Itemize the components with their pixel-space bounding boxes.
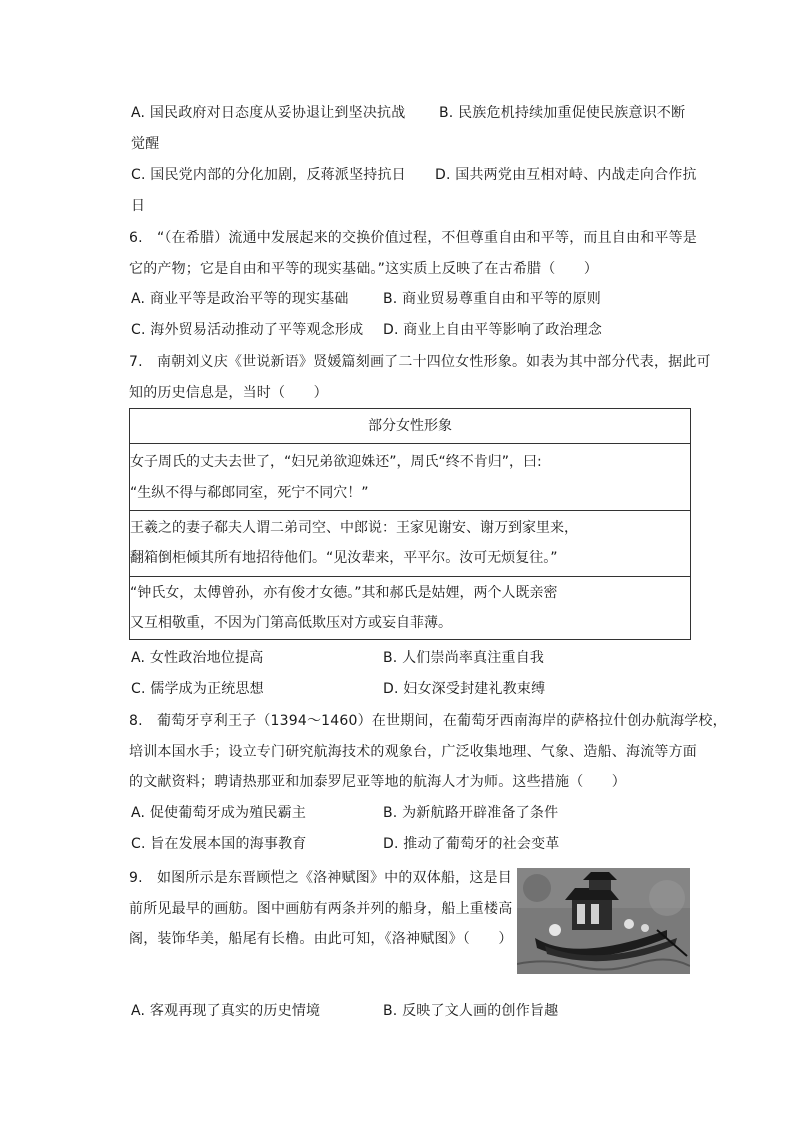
q7-row1-line1: 女子周氏的丈夫去世了，“妇兄弟欲迎姝还”，周氏“终不肯归”，曰: [130, 454, 542, 470]
q7-row1-line2: “生纵不得与郗郎同室，死宁不同穴！” [130, 485, 369, 501]
q5-option-b-cont: 觉醒 [131, 136, 160, 152]
q6-option-a: A. 商业平等是政治平等的现实基础 [131, 291, 349, 307]
q9-stem-line3: 阁，装饰华美，船尾有长橹。由此可知，《洛神赋图》（ ） [129, 931, 513, 947]
q5-option-d-cont: 日 [131, 198, 146, 214]
q6-stem-line2: 它的产物；它是自由和平等的现实基础。”这实质上反映了在古希腊（ ） [129, 261, 599, 277]
q8-option-d: D. 推动了葡萄牙的社会变革 [383, 836, 560, 852]
q7-table-header: 部分女性形象 [368, 418, 452, 434]
q5-option-c: C. 国民党内部的分化加剧，反蒋派坚持抗日 [131, 167, 406, 183]
q8-option-c: C. 旨在发展本国的海事教育 [131, 836, 307, 852]
q7-option-d: D. 妇女深受封建礼教束缚 [383, 681, 546, 697]
q7-table [129, 408, 691, 640]
q7-option-b: B. 人们崇尚率真注重自我 [383, 650, 545, 666]
q9-stem-line2: 前所见最早的画舫。图中画舫有两条并列的船身，船上重楼高 [129, 901, 513, 917]
q7-table-row [130, 443, 690, 510]
q9-stem-line1: 9. 如图所示是东晋顾恺之《洛神赋图》中的双体船，这是目 [129, 870, 512, 886]
q7-stem-line2: 知的历史信息是，当时（ ） [129, 385, 328, 401]
q7-row3-line2: 又互相敬重，不因为门第高低欺压对方或妄自菲薄。 [130, 615, 452, 631]
q8-option-a: A. 促使葡萄牙成为殖民霸主 [131, 805, 307, 821]
q7-table-row [130, 510, 690, 576]
q5-option-a: A. 国民政府对日态度从妥协退让到坚决抗战 [131, 105, 406, 121]
q5-option-d: D. 国共两党由互相对峙、内战走向合作抗 [435, 167, 697, 183]
q7-option-c: C. 儒学成为正统思想 [131, 681, 264, 697]
q5-option-b: B. 民族危机持续加重促使民族意识不断 [439, 105, 686, 121]
q7-stem-line1: 7. 南朝刘义庆《世说新语》贤媛篇刻画了二十四位女性形象。如表为其中部分代表，据此可 [129, 354, 711, 370]
q8-option-b: B. 为新航路开辟准备了条件 [383, 805, 559, 821]
q9-option-a: A. 客观再现了真实的历史情境 [131, 1003, 321, 1019]
q7-row3-line1: “钟氏女，太傅曾孙，亦有俊才女德。”其和郝氏是姑娌，两个人既亲密 [130, 585, 558, 601]
q6-stem-line1: 6. “（在希腊）流通中发展起来的交换价值过程，不但尊重自由和平等，而且自由和平等是 [129, 230, 698, 246]
q6-option-b: B. 商业贸易尊重自由和平等的原则 [383, 291, 601, 307]
luoshen-painting-boat-image [517, 868, 690, 974]
q7-table-row [130, 576, 690, 639]
boat-illustration [517, 868, 690, 974]
q7-row2-line2: 翻箱倒柜倾其所有地招待他们。“见汝辈来，平平尔。汝可无烦复往。” [130, 550, 558, 566]
q6-option-d: D. 商业上自由平等影响了政治理念 [383, 322, 603, 338]
q6-option-c: C. 海外贸易活动推动了平等观念形成 [131, 322, 364, 338]
q9-option-b: B. 反映了文人画的创作旨趣 [383, 1003, 559, 1019]
q7-row2-line1: 王羲之的妻子郗夫人谓二弟司空、中郎说：王家见谢安、谢万到家里来， [130, 520, 578, 536]
q8-stem-line3: 的文献资料；聘请热那亚和加泰罗尼亚等地的航海人才为师。这些措施（ ） [129, 774, 626, 790]
q8-stem-line1: 8. 葡萄牙亨利王子（1394～1460）在世期间，在葡萄牙西南海岸的萨格拉什创办航海学校， [129, 713, 727, 729]
q8-stem-line2: 培训本国水手；设立专门研究航海技术的观象台，广泛收集地理、气象、造船、海流等方面 [129, 744, 697, 760]
q7-option-a: A. 女性政治地位提高 [131, 650, 264, 666]
